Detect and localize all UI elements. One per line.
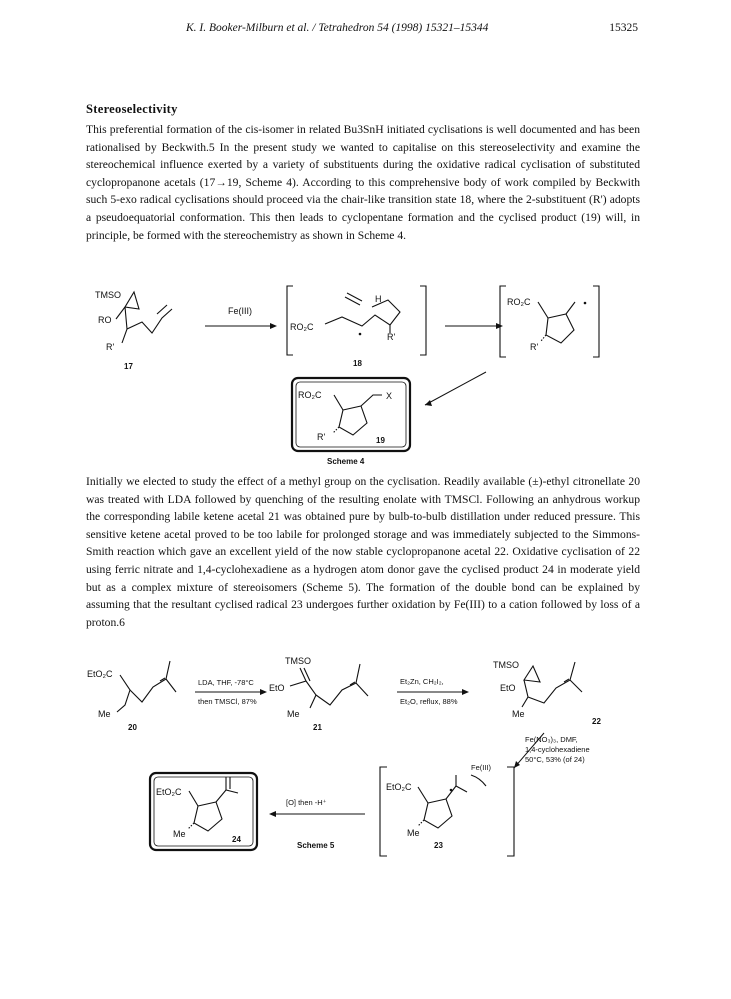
- compound-24-number: 24: [232, 835, 241, 844]
- compound-19-number: 19: [376, 436, 385, 445]
- s4-x-label: X: [386, 391, 393, 401]
- s5-eto2c-label-24: EtO₂C: [156, 787, 182, 797]
- s5-step3-line2: 1,4-cyclohexadiene: [525, 745, 590, 754]
- s4-arrow-3: [425, 372, 486, 406]
- compound-23-structure: [380, 763, 514, 856]
- s5-arrow-1: [195, 678, 267, 706]
- scheme-4-caption: Scheme 4: [327, 457, 365, 466]
- compound-21-number: 21: [313, 723, 322, 732]
- compound-17-number: 17: [124, 362, 133, 371]
- compound-18-number: 18: [353, 359, 362, 368]
- compound-21-structure: [269, 656, 368, 732]
- s5-step4-label: [O] then -H⁺: [286, 798, 327, 807]
- s5-step3-line1: Fe(NO₃)₃, DMF,: [525, 735, 578, 744]
- scheme-5-caption: Scheme 5: [297, 841, 335, 850]
- scheme-4: [95, 286, 599, 466]
- compound-24-structure: [150, 773, 257, 850]
- compound-19-structure: [292, 378, 410, 451]
- s4-rprime-label-18: R': [387, 332, 396, 342]
- paragraph-1: This preferential formation of the cis-isomer in related Bu3SnH initiated cyclisations is well documented and has been rationalised by Beckwith.5 In the present study we wanted to capitalise on this stereoselectivity and examine the stereochemical influence exerted by a variety of substituents during the oxidative radical cyclisation of substituted cyclopropanone acetals (17→19, Scheme 4). According to this comprehensive body of work compiled by Beckwith such 5-exo radical cyclisations should proceed via the chair-like transition state 18, where the 2-substituent (R') adopts a pseudoequatorial conformation. This then leads to cyclopentane formation and the cyclised product (19) will, in principle, be formed with the stereochemistry as shown in Scheme 4.: [86, 123, 640, 242]
- s5-tmso-label-22: TMSO: [493, 660, 519, 670]
- s5-step2-line1: Et₂Zn, CH₂I₂,: [400, 677, 444, 686]
- s4-ro2c-label-18: RO₂C: [290, 322, 314, 332]
- paragraph-2: Initially we elected to study the effect of a methyl group on the cyclisation. Readily available (±)-ethyl citronellate 20 was treated with LDA followed by quenching of the resulting enolate with TMSCl. Following an anhydrous workup the corresponding labile ketene acetal 21 was obtained pure by bulb-to-bulb distillation under reduced pressure. This sensitive ketene acetal proved to be too labile for prolonged storage and was immediately subjected to the Simmons-Smith reaction which gave an excellent yield of the now stable cyclopropanone acetal 22. Oxidative cyclisation of 22 using ferric nitrate and 1,4-cyclohexadiene as a hydrogen atom donor gave the cyclised product 24 in moderate yield but as a complex mixture of stereoisomers (Scheme 5). The formation of the double bond can be explained by assuming that the resultant cyclised radical 23 undergoes further oxidation by Fe(III) to a cation followed by loss of a proton.6: [86, 475, 640, 629]
- s4-rprime-label-17: R': [106, 342, 115, 352]
- s4-rprime-label-radical: R': [530, 342, 539, 352]
- compound-22-structure: [493, 660, 601, 726]
- s5-me-label-22: Me: [512, 709, 525, 719]
- s4-radical-intermediate: [500, 286, 599, 357]
- s5-step1-line2: then TMSCl, 87%: [198, 697, 257, 706]
- s5-me-label-21: Me: [287, 709, 300, 719]
- s5-me-label-24: Me: [173, 829, 186, 839]
- s4-h-label: H: [375, 294, 382, 304]
- s4-arrow-1: [205, 306, 277, 329]
- running-title: K. I. Booker-Milburn et al. / Tetrahedron 54 (1998) 15321–15344: [186, 22, 489, 34]
- s5-step3-line3: 50°C, 53% (of 24): [525, 755, 585, 764]
- s5-step1-line1: LDA, THF, -78°C: [198, 678, 254, 687]
- compound-20-structure: [87, 661, 176, 732]
- s5-eto2c-label-20: EtO₂C: [87, 669, 113, 679]
- s4-ro2c-label-radical: RO₂C: [507, 297, 531, 307]
- s5-me-label-20: Me: [98, 709, 111, 719]
- s5-arrow-2: [397, 677, 469, 706]
- s4-rprime-label-19: R': [317, 432, 326, 442]
- s5-eto2c-label-23: EtO₂C: [386, 782, 412, 792]
- s5-step2-line2: Et₂O, reflux, 88%: [400, 697, 458, 706]
- scheme-5: [87, 656, 601, 856]
- s4-arrow-2: [445, 323, 503, 329]
- s4-ro2c-label-19: RO₂C: [298, 390, 322, 400]
- s5-arrow-4: [269, 798, 365, 817]
- s4-reagent: Fe(III): [228, 306, 252, 316]
- compound-23-number: 23: [434, 841, 443, 850]
- section-title: Stereoselectivity: [86, 102, 178, 116]
- s4-tmso-label: TMSO: [95, 290, 121, 300]
- s4-ro-label: RO: [98, 315, 112, 325]
- s5-feiii-label: Fe(III): [471, 763, 491, 772]
- page-number: 15325: [609, 22, 638, 34]
- s5-tmso-label-21: TMSO: [285, 656, 311, 666]
- compound-22-number: 22: [592, 717, 601, 726]
- compound-20-number: 20: [128, 723, 137, 732]
- s5-eto-label-22: EtO: [500, 683, 516, 693]
- s5-arrow-3: [514, 733, 590, 768]
- compound-17-structure: [95, 290, 172, 371]
- s5-me-label-23: Me: [407, 828, 420, 838]
- s5-eto-label-21: EtO: [269, 683, 285, 693]
- compound-18-structure: [287, 286, 426, 368]
